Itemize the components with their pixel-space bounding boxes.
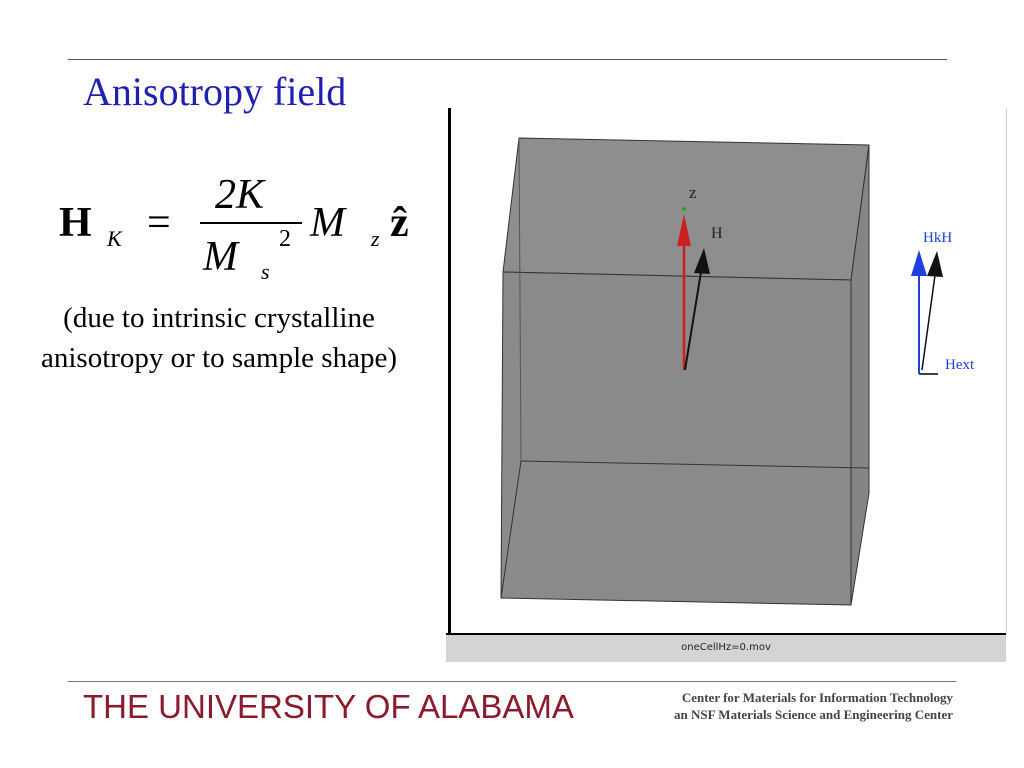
- top-rule: [68, 59, 947, 60]
- university-wordmark: THE UNIVERSITY OF ALABAMA: [83, 688, 574, 725]
- equation-note: [0, 298, 438, 378]
- eq-lhs-subscript: K: [107, 226, 122, 251]
- movie-filename: oneCellHz=0.mov: [681, 642, 771, 653]
- h-vector-label: H: [711, 225, 723, 242]
- eq-unit-vector: ẑ: [390, 200, 409, 246]
- center-line-2: an NSF Materials Science and Engineering Center: [674, 707, 953, 722]
- anisotropy-equation: [55, 168, 435, 283]
- eq-numerator: 2K: [215, 172, 265, 218]
- eq-lhs-symbol: H: [59, 200, 92, 246]
- movie-status-bar: [446, 633, 1006, 662]
- movie-viewport[interactable]: [451, 108, 1007, 633]
- cube-front-face: [501, 272, 851, 605]
- center-info: [674, 689, 953, 723]
- legend-black-arrowhead: [927, 251, 943, 277]
- legend-blue-arrowhead: [911, 250, 927, 276]
- eq-equals: =: [147, 200, 171, 246]
- legend-black-arrow: [922, 268, 936, 370]
- note-line-1: (due to intrinsic crystalline: [63, 302, 375, 334]
- eq-rhs-subscript: z: [371, 226, 380, 251]
- z-axis-label: z: [689, 183, 697, 202]
- note-line-2: anisotropy or to sample shape): [41, 342, 397, 374]
- eq-rhs-symbol: M: [310, 200, 345, 246]
- bottom-rule: [68, 681, 956, 682]
- cube-scene: [451, 108, 1006, 633]
- slide-title: Anisotropy field: [83, 69, 347, 114]
- legend-top-label: HkH: [923, 230, 953, 246]
- eq-denominator-subscript: s: [261, 259, 270, 283]
- movie-frame-edge: [448, 108, 451, 633]
- legend-bottom-label: Hext: [945, 357, 975, 373]
- center-line-1: Center for Materials for Information Technology: [681, 690, 953, 705]
- eq-denominator-symbol: M: [203, 234, 238, 280]
- z-axis-tip: [682, 207, 686, 211]
- eq-denominator-power: 2: [279, 226, 291, 252]
